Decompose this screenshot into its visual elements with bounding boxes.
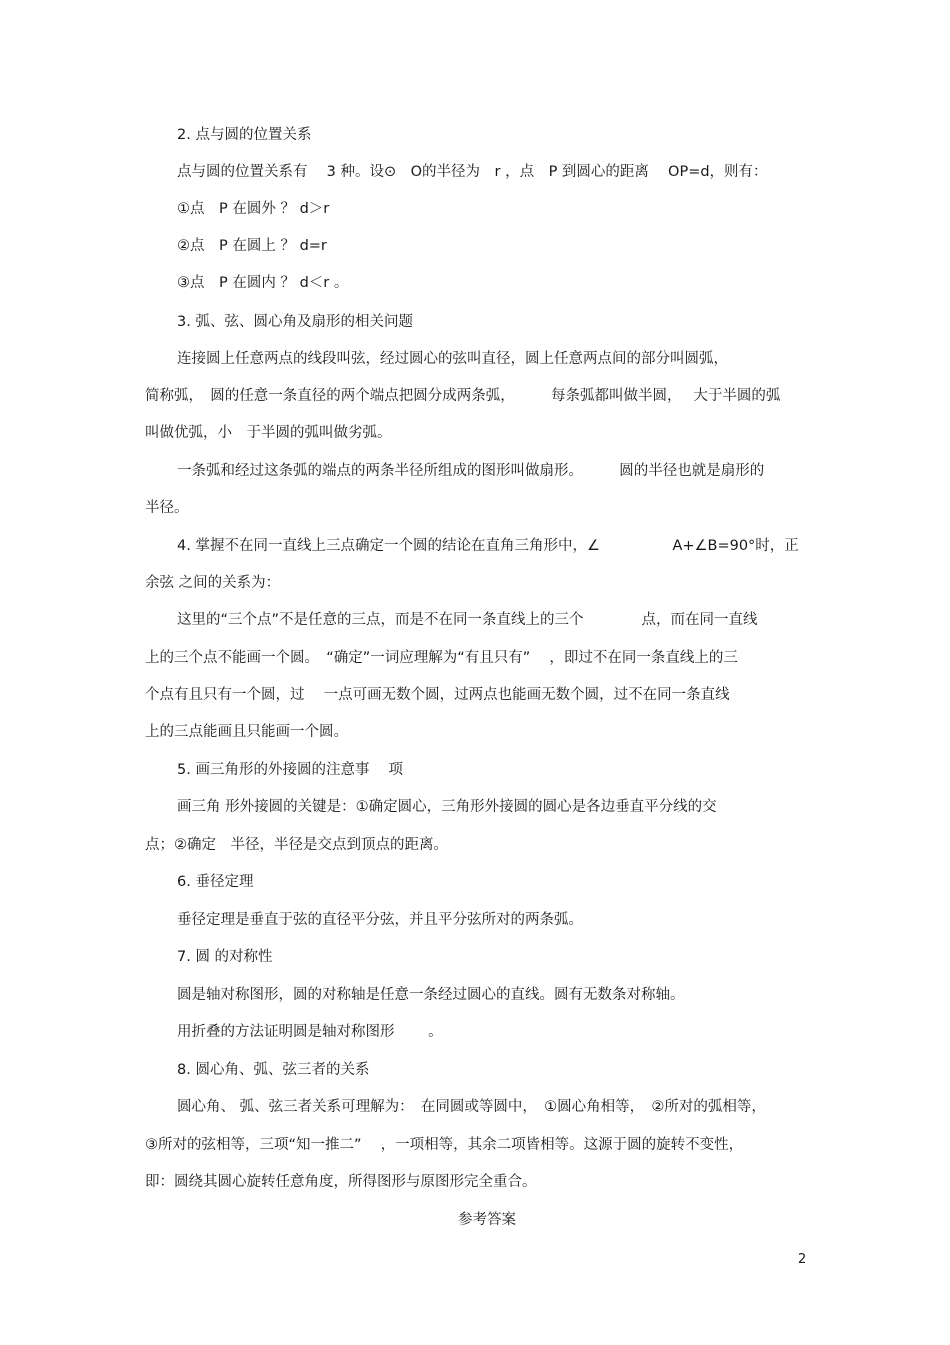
section-2-case-inside: ③点 P 在圆内 ？ d＜r 。 — [177, 275, 349, 291]
section-4-paragraph-line-3: 个点有且只有一个圆，过 一点可画无数个圆，过两点也能画无数个圆，过不在同一条直线 — [145, 687, 730, 703]
section-8-heading: 8. 圆心角、弧、弦三者的关系 — [177, 1062, 370, 1078]
answer-heading: 参考答案 — [458, 1212, 516, 1228]
section-7-heading: 7. 圆 的对称性 — [177, 949, 273, 965]
section-3-paragraph-1-line-1: 连接圆上任意两点的线段叫弦，经过圆心的弦叫直径，圆上任意两点间的部分叫圆弧， — [177, 351, 728, 367]
section-7-paragraph-2: 用折叠的方法证明圆是轴对称图形 。 — [177, 1024, 443, 1040]
section-7-paragraph-1: 圆是轴对称图形，圆的对称轴是任意一条经过圆心的直线。圆有无数条对称轴。 — [177, 987, 685, 1003]
section-2-case-on: ②点 P 在圆上 ？ d=r — [177, 238, 327, 254]
page-number: 2 — [798, 1252, 807, 1267]
section-3-paragraph-2-line-1: 一条弧和经过这条弧的端点的两条半径所组成的图形叫做扇形。 圆的半径也就是扇形的 — [177, 463, 765, 479]
section-8-paragraph-line-1: 圆心角、 弧、弦三者关系可理解为： 在同圆或等圆中， ①圆心角相等， ②所对的弧相等， — [177, 1099, 766, 1115]
section-6-heading: 6. 垂径定理 — [177, 874, 254, 890]
section-4-paragraph-line-1: 这里的“三个点”不是任意的三点，而是不在同一条直线上的三个 点，而在同一直线 — [177, 612, 758, 628]
section-5-paragraph-line-2: 点；②确定 半径，半径是交点到顶点的距离。 — [145, 837, 448, 853]
section-4-paragraph-line-4: 上的三点能画且只能画一个圆。 — [145, 724, 348, 740]
section-3-paragraph-1-line-2: 简称弧， 圆的任意一条直径的两个端点把圆分成两条弧， 每条弧都叫做半圆， 大于半圆的弧 — [145, 388, 781, 404]
section-5-paragraph-line-1: 画三角 形外接圆的关键是：①确定圆心，三角形外接圆的圆心是各边垂直平分线的交 — [177, 799, 717, 815]
section-4-paragraph-line-2: 上的三个点不能画一个圆。 “确定”一词应理解为“有且只有” ，即过不在同一条直线上的三 — [145, 650, 738, 666]
section-4-heading-line-1: 4. 掌握不在同一直线上三点确定一个圆的结论在直角三角形中，∠ A+∠B=90°时，正 — [177, 538, 799, 554]
section-6-paragraph: 垂径定理是垂直于弦的直径平分弦，并且平分弦所对的两条弧。 — [177, 912, 583, 928]
section-2-intro: 点与圆的位置关系有 3 种。设⊙ O的半径为 r ，点 P 到圆心的距离 OP=d，则有： — [177, 164, 768, 180]
section-8-paragraph-line-3: 即：圆绕其圆心旋转任意角度，所得图形与原图形完全重合。 — [145, 1174, 537, 1190]
section-2-case-outside: ①点 P 在圆外 ？ d＞r — [177, 201, 330, 217]
section-3-heading: 3. 弧、弦、圆心角及扇形的相关问题 — [177, 314, 413, 330]
section-5-heading: 5. 画三角形的外接圆的注意事 项 — [177, 762, 404, 778]
section-2-heading: 2. 点与圆的位置关系 — [177, 127, 312, 143]
section-3-paragraph-2-line-2: 半径。 — [145, 500, 189, 516]
section-3-paragraph-1-line-3: 叫做优弧，小 于半圆的弧叫做劣弧。 — [145, 425, 392, 441]
section-4-heading-line-2: 余弦 之间的关系为： — [145, 575, 281, 591]
section-8-paragraph-line-2: ③所对的弦相等，三项“知一推二” ，一项相等，其余二项皆相等。这源于圆的旋转不变性， — [145, 1137, 744, 1153]
